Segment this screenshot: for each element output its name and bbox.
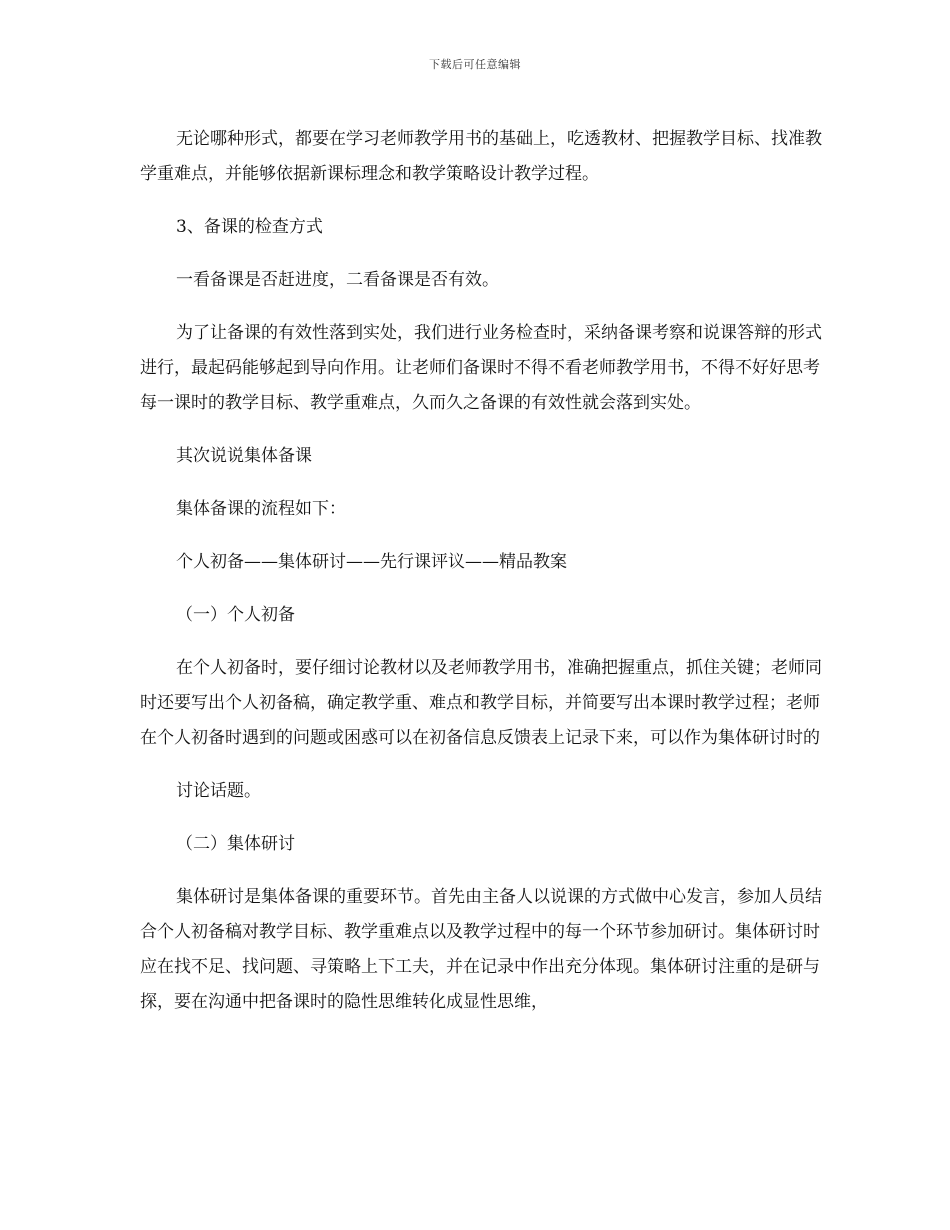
- paragraph-collective-discussion: 集体研讨是集体备课的重要环节。首先由主备人以说课的方式做中心发言，参加人员结合个人初备稿对教学目标、教学重难点以及教学过程中的每一个环节参加研讨。集体研讨时应在找不足、找问题、寻策略上下工夫，并在记录中作出充分体现。集体研讨注重的是研与探，要在沟通中把备课时的隐性思维转化成显性思维，: [140, 887, 822, 1012]
- paragraph-process-intro: 集体备课的流程如下：: [176, 499, 346, 519]
- document-body: [140, 122, 830, 1020]
- paragraph-forms: 无论哪种形式，都要在学习老师教学用书的基础上，吃透教材、把握教学目标、找准教学重难点，并能够依据新课标理念和教学策略设计教学过程。: [140, 129, 822, 184]
- paragraph-process-flow: 个人初备——集体研讨——先行课评议——精品教案: [176, 552, 567, 572]
- paragraph-discussion-topic: 讨论话题。: [176, 781, 261, 801]
- page-header: 下载后可任意编辑: [429, 58, 521, 71]
- paragraph-effectiveness: 为了让备课的有效性落到实处，我们进行业务检查时，采纳备课考察和说课答辩的形式进行，最起码能够起到导向作用。让老师们备课时不得不看老师教学用书，不得不好好思考每一课时的教学目标、教学重难点，久而久之备课的有效性就会落到实处。: [140, 323, 822, 413]
- heading-individual-prep: （一）个人初备: [176, 605, 295, 625]
- heading-collective-prep: 其次说说集体备课: [176, 446, 312, 466]
- heading-collective-discussion: （二）集体研讨: [176, 834, 295, 854]
- paragraph-individual-prep: 在个人初备时，要仔细讨论教材以及老师教学用书，准确把握重点，抓住关键；老师同时还要写出个人初备稿，确定教学重、难点和教学目标，并简要写出本课时教学过程；老师在个人初备时遇到的问题或困惑可以在初备信息反馈表上记录下来，可以作为集体研讨时的: [140, 658, 822, 748]
- paragraph-check-points: 一看备课是否赶进度，二看备课是否有效。: [176, 270, 499, 290]
- heading-check-method: 3、备课的检查方式: [176, 217, 323, 237]
